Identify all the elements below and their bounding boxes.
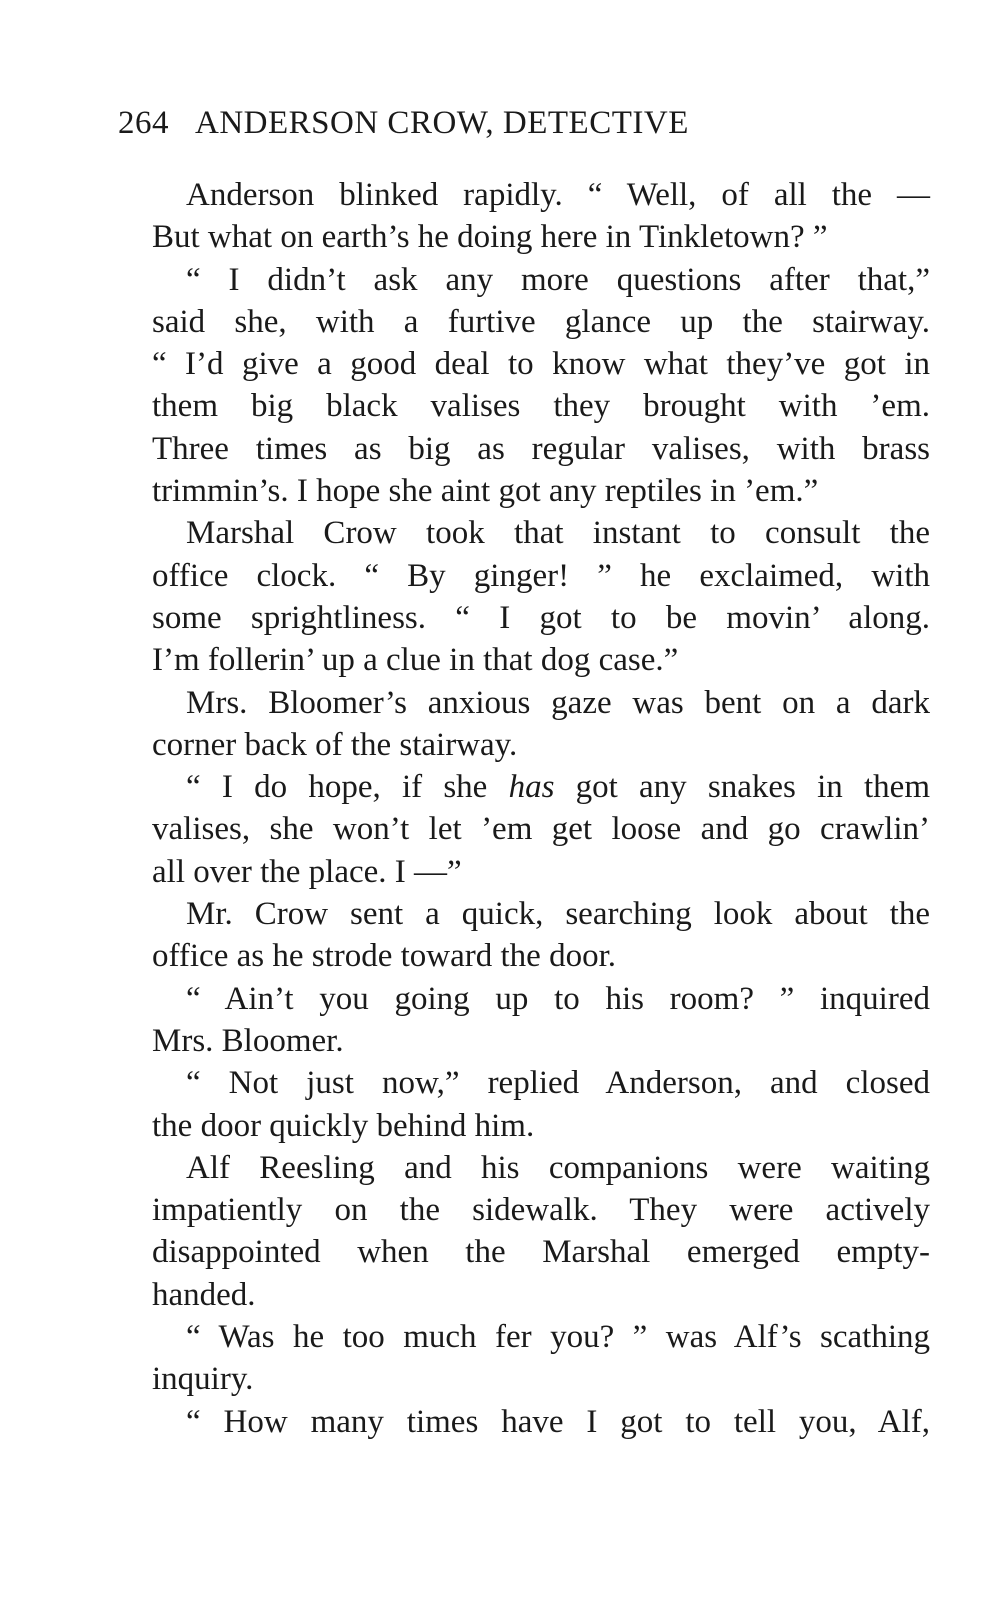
text-line: Mrs. Bloomer’s anxious gaze was bent on a dark <box>186 684 930 721</box>
text-line: inquiry. <box>152 1361 254 1398</box>
text-run: “ I do hope, if she <box>186 769 509 806</box>
body-text <box>118 174 930 1443</box>
text-line: Marshal Crow took that instant to consult the <box>186 515 930 552</box>
text-line: corner back of the stairway. <box>152 726 518 763</box>
paragraph <box>118 512 930 681</box>
text-line: “ I didn’t ask any more questions after that,” <box>186 261 930 298</box>
text-line: office clock. “ By ginger! ” he exclaimed, with <box>152 557 930 594</box>
text-line: disappointed when the Marshal emerged empty- <box>152 1234 930 1271</box>
text-line: office as he strode toward the door. <box>152 938 616 975</box>
text-line: “ Was he too much fer you? ” was Alf’s scathing <box>186 1319 930 1356</box>
text-line <box>118 766 930 808</box>
text-line: the door quickly behind him. <box>152 1107 535 1144</box>
book-page <box>118 98 930 1443</box>
italic-word: has <box>508 769 555 806</box>
text-line: Anderson blinked rapidly. “ Well, of all the — <box>186 177 930 213</box>
running-head <box>118 98 930 148</box>
paragraph <box>118 766 930 893</box>
text-line: But what on earth’s he doing here in Tinkletown? ” <box>152 219 828 256</box>
text-line: Three times as big as regular valises, with brass <box>152 430 930 467</box>
text-line: handed. <box>152 1276 256 1313</box>
text-line: said she, with a furtive glance up the stairway. <box>152 303 930 340</box>
text-line: I’m follerin’ up a clue in that dog case.” <box>152 642 679 679</box>
text-line: “ I’d give a good deal to know what they’ve got in <box>152 346 930 383</box>
page-number: 264 <box>118 105 169 141</box>
paragraph <box>118 1062 930 1147</box>
paragraph <box>118 978 930 1063</box>
text-line: them big black valises they brought with ’em. <box>152 388 930 425</box>
text-line: all over the place. I —” <box>152 853 462 890</box>
text-line: valises, she won’t let ’em get loose and go crawlin’ <box>152 811 930 848</box>
text-line: impatiently on the sidewalk. They were actively <box>152 1192 930 1229</box>
text-line: Alf Reesling and his companions were waiting <box>186 1149 930 1186</box>
running-title: ANDERSON CROW, DETECTIVE <box>195 105 689 141</box>
text-line: “ Ain’t you going up to his room? ” inquired <box>186 980 930 1017</box>
paragraph <box>118 893 930 978</box>
paragraph <box>118 1147 930 1316</box>
paragraph <box>118 682 930 767</box>
paragraph <box>118 174 930 259</box>
paragraph <box>118 1401 930 1443</box>
text-line: “ Not just now,” replied Anderson, and closed <box>186 1065 930 1102</box>
paragraph <box>118 1316 930 1401</box>
text-line: some sprightliness. “ I got to be movin’ along. <box>152 599 930 636</box>
text-line: Mr. Crow sent a quick, searching look about the <box>186 896 930 933</box>
text-line: trimmin’s. I hope she aint got any reptiles in ’em.” <box>152 473 819 510</box>
text-line: Mrs. Bloomer. <box>152 1022 344 1059</box>
text-run: got any snakes in them <box>554 769 930 806</box>
paragraph <box>118 259 930 513</box>
text-line: “ How many times have I got to tell you, Alf, <box>186 1403 930 1440</box>
